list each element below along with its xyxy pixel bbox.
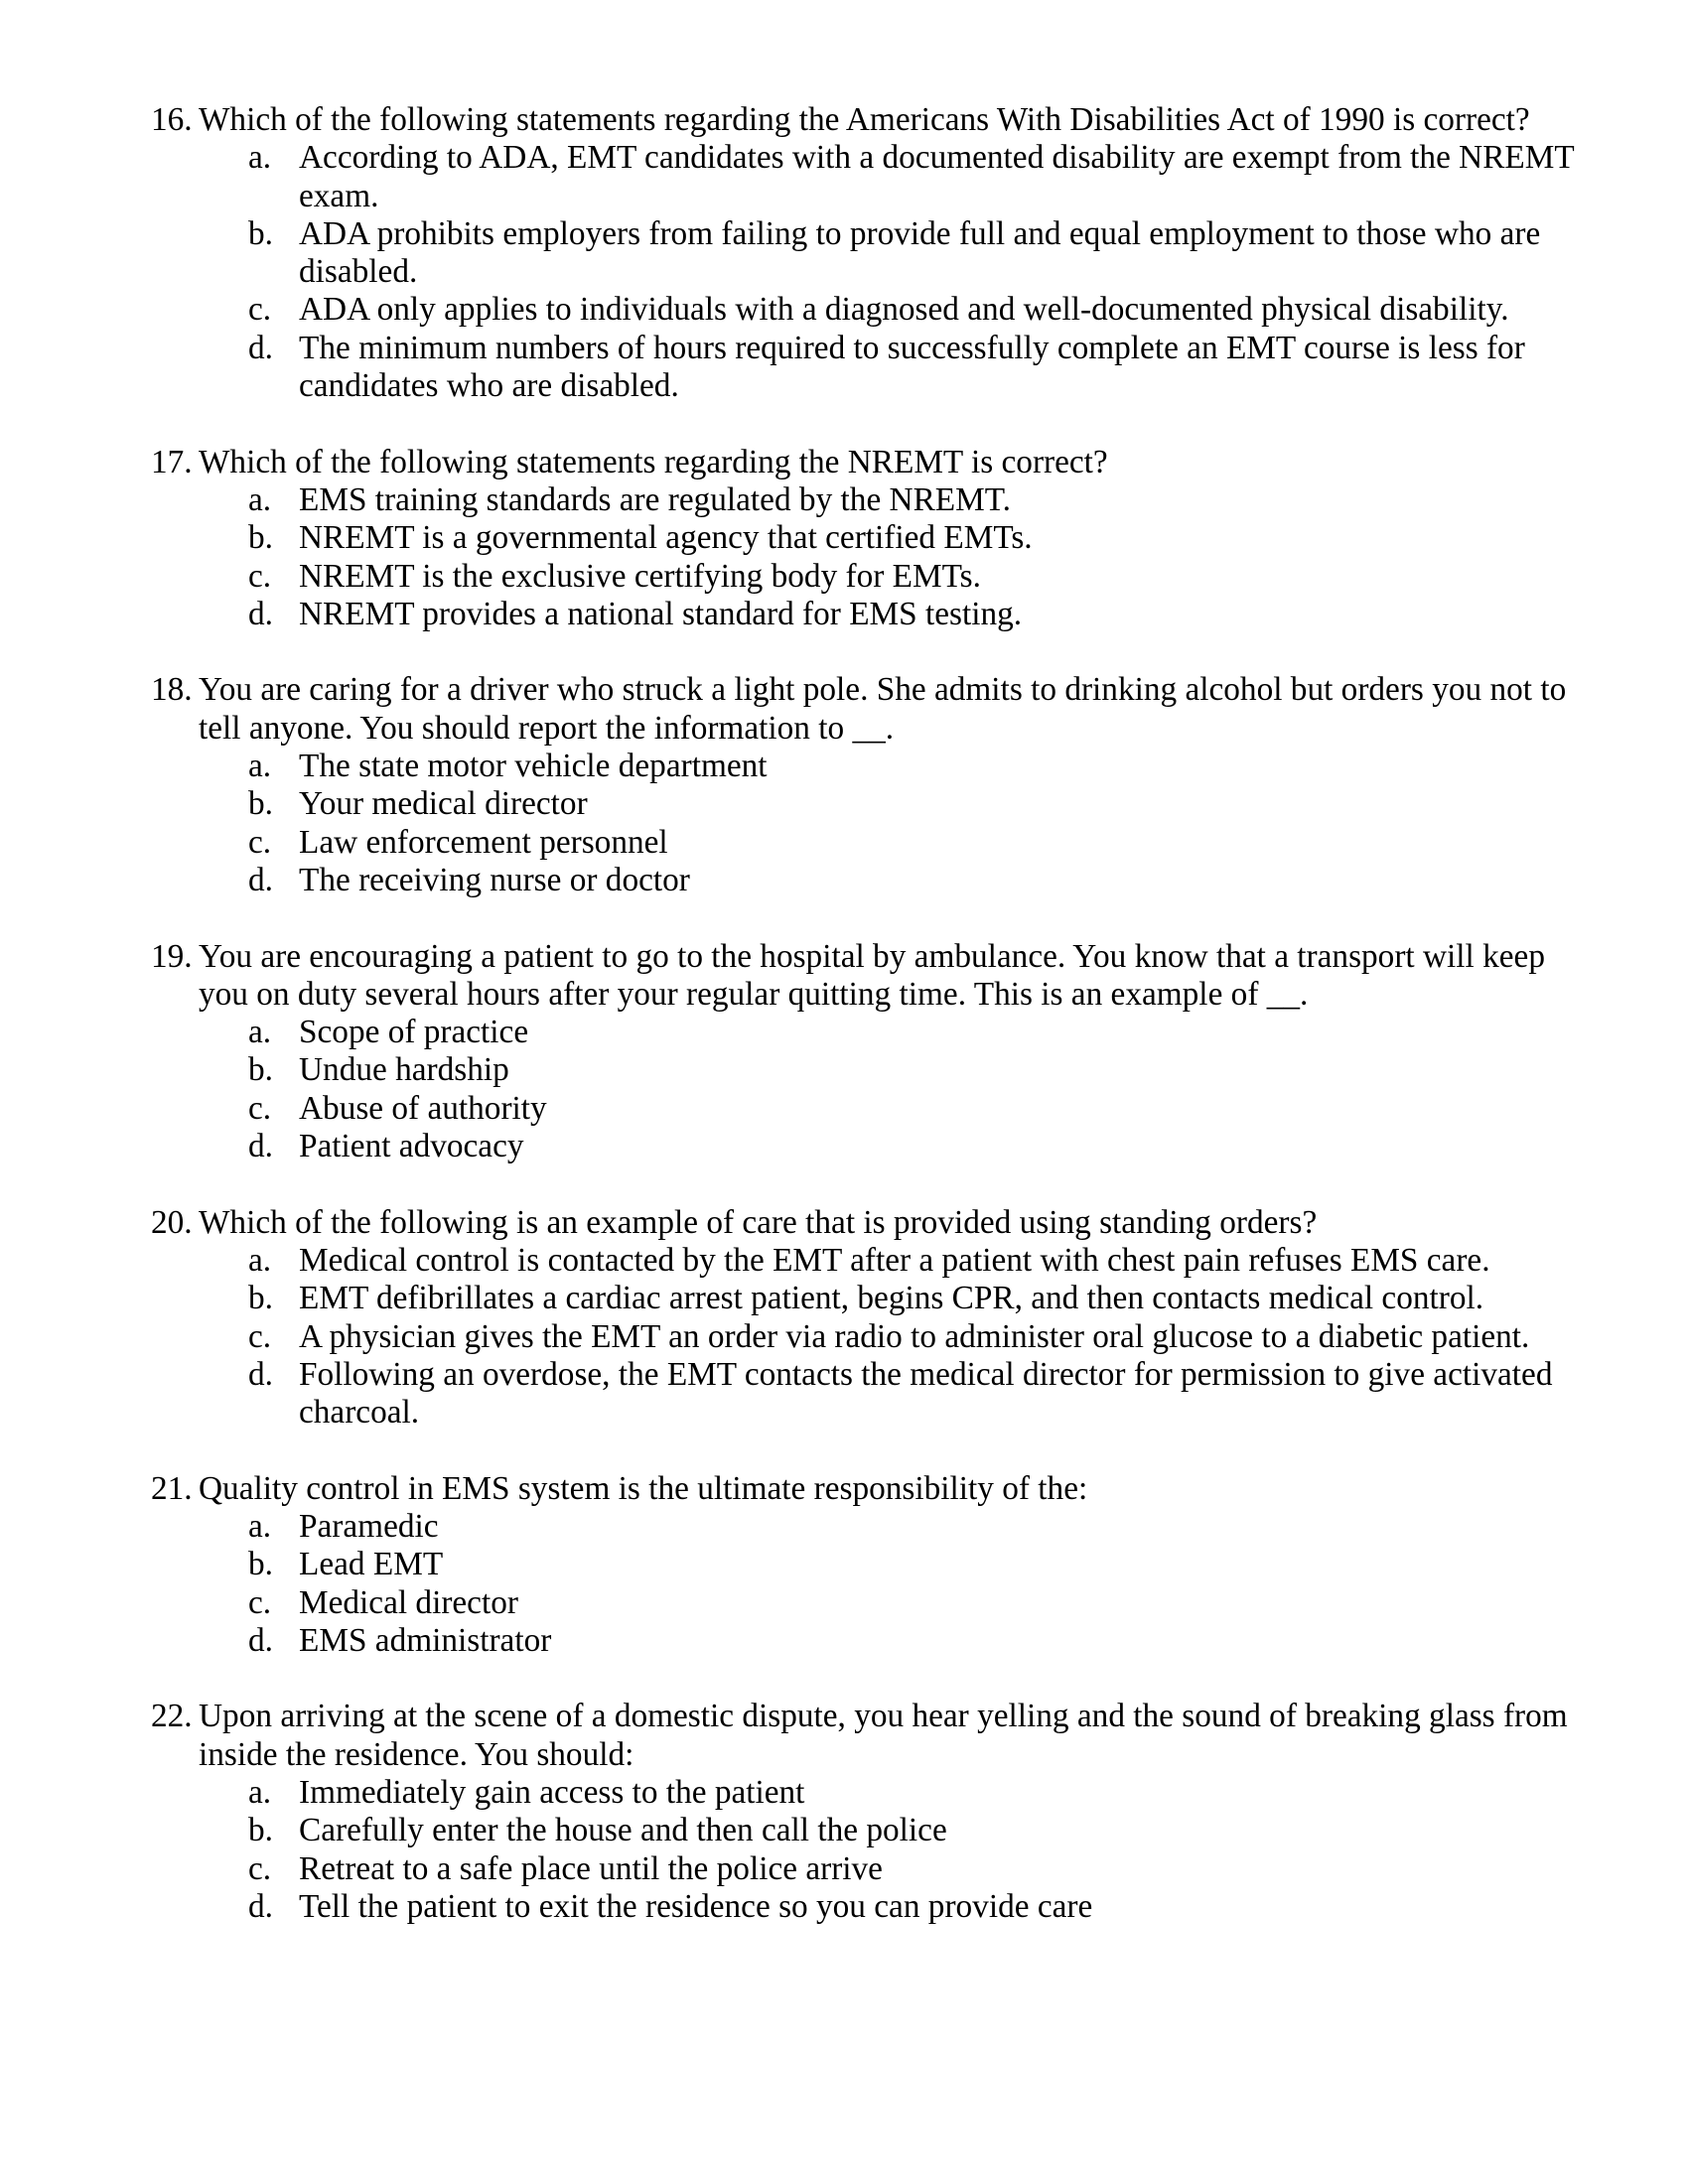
question-stem-line: [151, 1698, 1591, 1735]
answer-option: [151, 1850, 1591, 1888]
option-letter: a.: [248, 1241, 272, 1279]
option-letter: b.: [248, 1812, 273, 1849]
option-letter: d.: [248, 329, 273, 366]
answer-option: [151, 1546, 1591, 1583]
answer-option: [151, 1888, 1591, 1926]
option-letter: c.: [248, 1089, 272, 1127]
answer-option: [151, 139, 1591, 177]
question-stem-line: [151, 976, 1591, 1014]
question-text: Which of the following statements regarding the Americans With Disabilities Act of 1990 is correct?: [199, 101, 1530, 138]
option-text: Your medical director: [299, 785, 588, 823]
option-letter: a.: [248, 1774, 272, 1812]
option-text: charcoal.: [299, 1394, 420, 1432]
answer-option: [151, 1356, 1591, 1394]
option-text: Undue hardship: [299, 1051, 509, 1089]
question-text: Which of the following statements regarding the NREMT is correct?: [199, 443, 1108, 480]
question-stem-line: [151, 671, 1591, 709]
option-letter: c.: [248, 1849, 272, 1887]
option-letter: a.: [248, 1014, 272, 1051]
question-text: Upon arriving at the scene of a domestic dispute, you hear yelling and the sound of breaking glass from: [199, 1698, 1568, 1735]
option-letter: d.: [248, 595, 273, 632]
question-list: [151, 101, 1591, 1965]
answer-option: [151, 1394, 1591, 1432]
option-letter: d.: [248, 1621, 273, 1659]
question-16: [151, 101, 1591, 405]
option-text: Retreat to a safe place until the police arrive: [299, 1849, 883, 1887]
option-letter: b.: [248, 1280, 273, 1317]
option-text: According to ADA, EMT candidates with a documented disability are exempt from the NREMT: [299, 139, 1575, 177]
answer-option: [151, 215, 1591, 253]
option-text: ADA prohibits employers from failing to provide full and equal employment to those who are: [299, 214, 1541, 252]
option-letter: b.: [248, 1051, 273, 1089]
question-17: [151, 444, 1591, 633]
answer-option: [151, 596, 1591, 633]
answer-option: [151, 748, 1591, 785]
option-letter: d.: [248, 861, 273, 898]
option-letter: c.: [248, 823, 272, 861]
answer-option: [151, 1584, 1591, 1622]
option-text: exam.: [299, 177, 379, 214]
answer-option: [151, 1622, 1591, 1660]
question-19: [151, 938, 1591, 1166]
option-text: The receiving nurse or doctor: [299, 861, 690, 898]
answer-option: [151, 862, 1591, 899]
question-18: [151, 671, 1591, 899]
answer-option: [151, 1318, 1591, 1356]
option-text: A physician gives the EMT an order via radio to administer oral glucose to a diabetic patient.: [299, 1317, 1530, 1355]
option-text: Law enforcement personnel: [299, 823, 668, 861]
option-text: Paramedic: [299, 1507, 439, 1545]
option-letter: b.: [248, 519, 273, 557]
question-text: You are caring for a driver who struck a light pole. She admits to drinking alcohol but orders you not to: [199, 671, 1567, 709]
answer-option: [151, 1774, 1591, 1812]
question-number: 19.: [151, 937, 193, 975]
answer-option: [151, 367, 1591, 405]
question-stem-line: [151, 444, 1591, 481]
option-text: Scope of practice: [299, 1014, 529, 1051]
option-letter: c.: [248, 291, 272, 329]
question-text: inside the residence. You should:: [199, 1735, 634, 1773]
option-text: EMS training standards are regulated by the NREMT.: [299, 480, 1011, 518]
question-stem-line: [151, 1204, 1591, 1242]
option-text: Immediately gain access to the patient: [299, 1774, 805, 1812]
option-letter: c.: [248, 1317, 272, 1355]
answer-option: [151, 1242, 1591, 1280]
answer-option: [151, 330, 1591, 367]
question-stem-line: [151, 101, 1591, 139]
question-number: 20.: [151, 1203, 193, 1241]
answer-option: [151, 1812, 1591, 1849]
option-letter: c.: [248, 1583, 272, 1621]
option-text: The state motor vehicle department: [299, 748, 768, 785]
option-text: NREMT provides a national standard for EMS testing.: [299, 595, 1023, 632]
option-letter: d.: [248, 1128, 273, 1165]
question-stem-line: [151, 710, 1591, 748]
option-letter: a.: [248, 748, 272, 785]
question-stem-line: [151, 1736, 1591, 1774]
option-letter: c.: [248, 557, 272, 595]
answer-option: [151, 1090, 1591, 1128]
question-number: 22.: [151, 1698, 193, 1735]
answer-option: [151, 481, 1591, 519]
answer-option: [151, 785, 1591, 823]
option-text: EMT defibrillates a cardiac arrest patient, begins CPR, and then contacts medical control.: [299, 1280, 1484, 1317]
option-text: Medical control is contacted by the EMT after a patient with chest pain refuses EMS care.: [299, 1241, 1490, 1279]
option-text: Following an overdose, the EMT contacts the medical director for permission to give activated: [299, 1355, 1553, 1393]
answer-option: [151, 1280, 1591, 1317]
answer-option: [151, 1051, 1591, 1089]
option-letter: a.: [248, 139, 272, 177]
option-letter: b.: [248, 214, 273, 252]
answer-option: [151, 558, 1591, 596]
option-letter: d.: [248, 1887, 273, 1925]
option-text: Abuse of authority: [299, 1089, 547, 1127]
question-number: 21.: [151, 1469, 193, 1507]
answer-option: [151, 519, 1591, 557]
option-letter: b.: [248, 1546, 273, 1583]
option-text: NREMT is the exclusive certifying body for EMTs.: [299, 557, 981, 595]
option-text: The minimum numbers of hours required to successfully complete an EMT course is less for: [299, 329, 1525, 366]
option-text: EMS administrator: [299, 1621, 552, 1659]
option-text: Carefully enter the house and then call the police: [299, 1812, 947, 1849]
option-text: Tell the patient to exit the residence so you can provide care: [299, 1887, 1093, 1925]
question-text: You are encouraging a patient to go to the hospital by ambulance. You know that a transport will keep: [199, 937, 1545, 975]
question-text: tell anyone. You should report the information to __.: [199, 709, 895, 747]
option-text: NREMT is a governmental agency that certified EMTs.: [299, 519, 1033, 557]
option-letter: d.: [248, 1355, 273, 1393]
answer-option: [151, 178, 1591, 215]
question-number: 17.: [151, 443, 193, 480]
question-stem-line: [151, 1470, 1591, 1508]
answer-option: [151, 291, 1591, 329]
option-text: Patient advocacy: [299, 1128, 524, 1165]
answer-option: [151, 1014, 1591, 1051]
answer-option: [151, 1508, 1591, 1546]
option-text: candidates who are disabled.: [299, 367, 679, 405]
answer-option: [151, 253, 1591, 291]
question-text: Which of the following is an example of care that is provided using standing orders?: [199, 1203, 1318, 1241]
answer-option: [151, 824, 1591, 862]
question-20: [151, 1204, 1591, 1433]
question-text: Quality control in EMS system is the ultimate responsibility of the:: [199, 1469, 1088, 1507]
answer-option: [151, 1128, 1591, 1165]
option-text: ADA only applies to individuals with a diagnosed and well-documented physical disability.: [299, 291, 1509, 329]
question-number: 18.: [151, 671, 193, 709]
option-text: disabled.: [299, 253, 418, 291]
question-number: 16.: [151, 101, 193, 138]
option-text: Medical director: [299, 1583, 518, 1621]
option-text: Lead EMT: [299, 1546, 444, 1583]
option-letter: b.: [248, 785, 273, 823]
question-21: [151, 1470, 1591, 1660]
question-stem-line: [151, 938, 1591, 976]
question-22: [151, 1698, 1591, 1926]
option-letter: a.: [248, 1507, 272, 1545]
option-letter: a.: [248, 480, 272, 518]
question-text: you on duty several hours after your regular quitting time. This is an example of __.: [199, 975, 1309, 1013]
